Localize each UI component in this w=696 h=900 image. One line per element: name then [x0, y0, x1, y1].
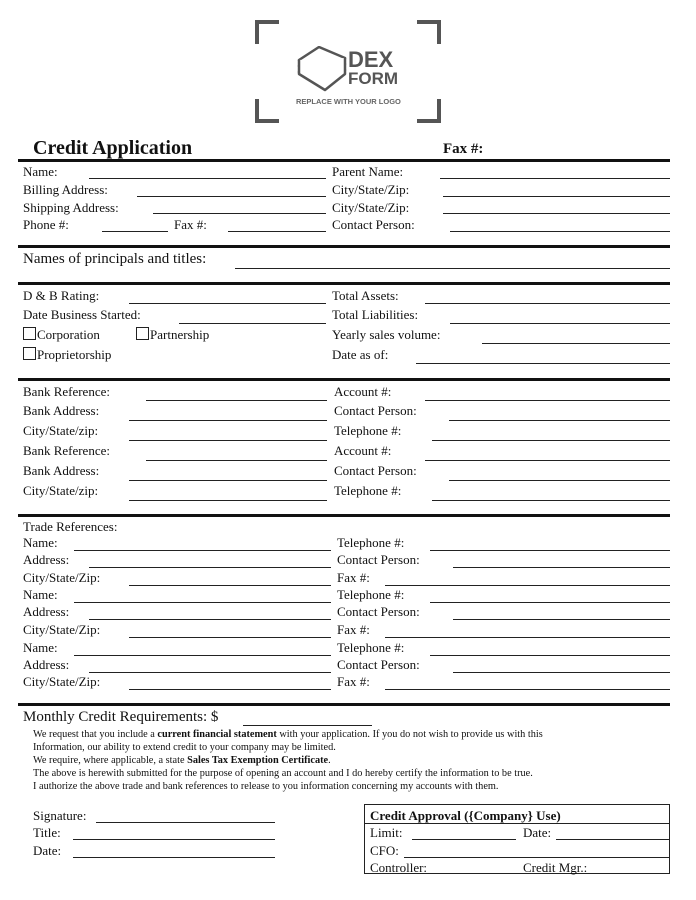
parent-name-field[interactable] [440, 178, 670, 179]
terms-line: We request that you include a current financial statement with your application. If you do not wish to provide us with this [33, 729, 543, 740]
approval-date-field[interactable] [556, 839, 670, 840]
yearly-sales-label: Yearly sales volume: [332, 327, 441, 342]
trade-city-label: City/State/Zip: [23, 622, 101, 637]
credit-mgr-label: Credit Mgr.: [523, 860, 588, 875]
logo-brand-line2: FORM [348, 69, 399, 88]
bank-city-label: City/State/zip: [23, 423, 99, 438]
partnership-checkbox[interactable] [136, 327, 149, 340]
bank-telephone-label: Telephone #: [334, 483, 402, 498]
trade-telephone-label: Telephone #: [337, 587, 405, 602]
proprietorship-checkbox[interactable] [23, 347, 36, 360]
city-state-zip-field[interactable] [443, 213, 670, 214]
total-liabilities-field[interactable] [450, 323, 670, 324]
divider [18, 282, 670, 285]
total-liabilities-label: Total Liabilities: [332, 307, 419, 322]
trade-contact-label: Contact Person: [337, 657, 420, 672]
divider [18, 703, 670, 706]
divider [18, 159, 670, 162]
bank-address-label: Bank Address: [23, 463, 100, 478]
total-assets-label: Total Assets: [332, 288, 399, 303]
principals-label: Names of principals and titles: [23, 251, 207, 267]
trade-address-field[interactable] [89, 567, 331, 568]
bank-reference-label: Bank Reference: [23, 443, 110, 458]
trade-city-field[interactable] [129, 585, 331, 586]
trade-name-label: Name: [23, 640, 58, 655]
stack-of-papers-icon [295, 46, 349, 96]
trade-fax-label: Fax #: [337, 570, 370, 585]
trade-contact-field[interactable] [453, 619, 670, 620]
trade-name-field[interactable] [74, 550, 331, 551]
bank-address-label: Bank Address: [23, 403, 100, 418]
divider [364, 823, 670, 824]
terms-line: Information, our ability to extend credit to your company may be limited. [33, 742, 336, 753]
trade-name-field[interactable] [74, 602, 331, 603]
phone-label: Phone #: [23, 217, 69, 232]
terms-line: The above is herewith submitted for the purpose of opening an account and I do hereby certify the information to be true. [33, 768, 533, 779]
trade-name-label: Name: [23, 535, 58, 550]
contact-person-label: Contact Person: [332, 217, 415, 232]
name-label: Name: [23, 164, 58, 179]
bank-address-field[interactable] [129, 420, 327, 421]
date-started-label: Date Business Started: [23, 307, 141, 322]
trade-city-field[interactable] [129, 689, 331, 690]
applicant-fax-field[interactable] [228, 231, 326, 232]
limit-label: Limit: [370, 825, 403, 840]
bank-reference-field[interactable] [146, 400, 327, 401]
signature-label: Signature: [33, 808, 87, 823]
proprietorship-label: Proprietorship [37, 347, 112, 362]
dnb-rating-label: D & B Rating: [23, 288, 100, 303]
account-field[interactable] [425, 400, 670, 401]
trade-contact-label: Contact Person: [337, 604, 420, 619]
date-as-of-field[interactable] [416, 363, 670, 364]
credit-approval-heading: Credit Approval ({Company} Use) [370, 808, 561, 823]
bank-contact-label: Contact Person: [334, 403, 417, 418]
total-assets-field[interactable] [425, 303, 670, 304]
corporation-option[interactable] [23, 327, 100, 342]
limit-field[interactable] [412, 839, 516, 840]
divider [18, 378, 670, 381]
monthly-credit-label: Monthly Credit Requirements: $ [23, 709, 219, 725]
page-title: Credit Application [33, 137, 193, 159]
principals-field[interactable] [235, 268, 670, 269]
billing-address-label: Billing Address: [23, 182, 108, 197]
trade-address-label: Address: [23, 604, 70, 619]
signature-field[interactable] [96, 822, 275, 823]
billing-address-field[interactable] [137, 196, 326, 197]
city-state-zip-label: City/State/Zip: [332, 200, 410, 215]
trade-address-field[interactable] [89, 672, 331, 673]
bank-city-field[interactable] [129, 500, 327, 501]
shipping-address-label: Shipping Address: [23, 200, 119, 215]
trade-city-label: City/State/Zip: [23, 570, 101, 585]
trade-fax-field[interactable] [385, 585, 670, 586]
date-field[interactable] [73, 857, 275, 858]
trade-fax-field[interactable] [385, 637, 670, 638]
logo-brand-line1: DEX [348, 47, 394, 72]
date-started-field[interactable] [179, 323, 326, 324]
corporation-label: Corporation [37, 327, 100, 342]
bank-address-field[interactable] [129, 480, 327, 481]
bank-reference-label: Bank Reference: [23, 384, 110, 399]
bank-contact-label: Contact Person: [334, 463, 417, 478]
account-label: Account #: [334, 384, 392, 399]
divider [18, 514, 670, 517]
applicant-fax-label: Fax #: [174, 217, 207, 232]
divider [18, 245, 670, 248]
yearly-sales-field[interactable] [482, 343, 670, 344]
trade-city-label: City/State/Zip: [23, 674, 101, 689]
trade-contact-field[interactable] [453, 567, 670, 568]
terms-line: We require, where applicable, a state Sales Tax Exemption Certificate. [33, 755, 331, 766]
cfo-label: CFO: [370, 843, 399, 858]
logo-tagline: REPLACE WITH YOUR LOGO [296, 97, 401, 106]
bank-telephone-field[interactable] [432, 500, 670, 501]
bank-reference-field[interactable] [146, 460, 327, 461]
title-label: Title: [33, 825, 61, 840]
trade-address-field[interactable] [89, 619, 331, 620]
corporation-checkbox[interactable] [23, 327, 36, 340]
logo [255, 20, 441, 123]
title-field[interactable] [73, 839, 275, 840]
contact-person-field[interactable] [450, 231, 670, 232]
trade-name-field[interactable] [74, 655, 331, 656]
bank-city-field[interactable] [129, 440, 327, 441]
trade-contact-label: Contact Person: [337, 552, 420, 567]
bank-contact-field[interactable] [449, 420, 670, 421]
bank-telephone-label: Telephone #: [334, 423, 402, 438]
trade-fax-label: Fax #: [337, 674, 370, 689]
parent-name-label: Parent Name: [332, 164, 404, 179]
monthly-credit-field[interactable] [243, 725, 372, 726]
approval-date-label: Date: [523, 825, 552, 840]
trade-heading: Trade References: [23, 519, 118, 534]
bank-city-label: City/State/zip: [23, 483, 99, 498]
trade-contact-field[interactable] [453, 672, 670, 673]
trade-fax-field[interactable] [385, 689, 670, 690]
dnb-rating-field[interactable] [129, 303, 326, 304]
proprietorship-option[interactable] [23, 347, 111, 362]
cfo-field[interactable] [404, 857, 670, 858]
name-field[interactable] [89, 178, 326, 179]
bank-telephone-field[interactable] [432, 440, 670, 441]
trade-telephone-label: Telephone #: [337, 535, 405, 550]
trade-fax-label: Fax #: [337, 622, 370, 637]
header-fax-label: Fax #: [443, 141, 484, 157]
date-as-of-label: Date as of: [332, 347, 389, 362]
trade-address-label: Address: [23, 552, 70, 567]
account-label: Account #: [334, 443, 392, 458]
trade-telephone-field[interactable] [430, 602, 670, 603]
bank-contact-field[interactable] [449, 480, 670, 481]
controller-label: Controller: [370, 860, 428, 875]
account-field[interactable] [425, 460, 670, 461]
terms-line: I authorize the above trade and bank references to release to you information concerning my accounts with them. [33, 781, 499, 792]
trade-telephone-field[interactable] [430, 550, 670, 551]
partnership-label: Partnership [150, 327, 210, 342]
date-label: Date: [33, 843, 62, 858]
city-state-zip-label: City/State/Zip: [332, 182, 410, 197]
trade-city-field[interactable] [129, 637, 331, 638]
shipping-address-field[interactable] [153, 213, 326, 214]
trade-telephone-field[interactable] [430, 655, 670, 656]
partnership-option[interactable] [136, 327, 209, 342]
trade-name-label: Name: [23, 587, 58, 602]
city-state-zip-field[interactable] [443, 196, 670, 197]
phone-field[interactable] [102, 231, 168, 232]
trade-address-label: Address: [23, 657, 70, 672]
trade-telephone-label: Telephone #: [337, 640, 405, 655]
